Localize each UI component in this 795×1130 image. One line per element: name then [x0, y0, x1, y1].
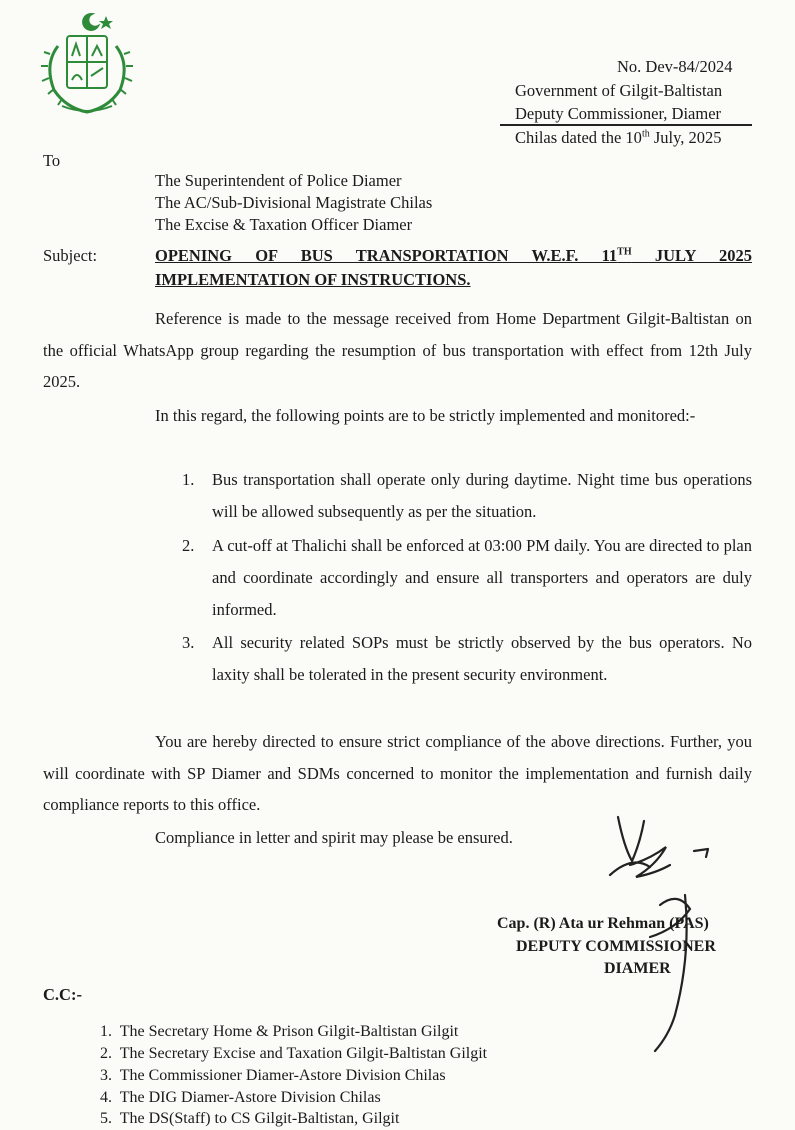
- recipient: The AC/Sub-Divisional Magistrate Chilas: [155, 193, 433, 212]
- list-item: 1. Bus transportation shall operate only during daytime. Night time bus operations will be allowed subsequently as per the situation.: [182, 470, 752, 521]
- body-paragraph-1: Reference is made to the message received from Home Department Gilgit-Baltistan on the official WhatsApp group regarding the resumption of bus transportation with effect from 12th July 2025.: [43, 309, 752, 391]
- cc-item: 3. The Commissioner Diamer-Astore Division Chilas: [100, 1067, 446, 1084]
- cc-item: 4. The DIG Diamer-Astore Division Chilas: [100, 1089, 381, 1106]
- government-emblem-icon: [28, 6, 146, 118]
- header-divider: [500, 124, 752, 126]
- subject-line-1: OPENING OF BUS TRANSPORTATION W.E.F. 11TH JULY 2025: [155, 246, 752, 265]
- list-item: 2. A cut-off at Thalichi shall be enforced at 03:00 PM daily. You are directed to plan and coordinate accordingly and ensure all transporters and operators are duly informed.: [182, 536, 752, 619]
- cc-item: 5. The DS(Staff) to CS Gilgit-Baltistan, Gilgit: [100, 1110, 400, 1127]
- cc-item: 2. The Secretary Excise and Taxation Gilgit-Baltistan Gilgit: [100, 1045, 488, 1062]
- cc-item: 1. The Secretary Home & Prison Gilgit-Baltistan Gilgit: [100, 1023, 459, 1040]
- body-paragraph-2: In this regard, the following points are to be strictly implemented and monitored:-: [155, 406, 696, 425]
- cc-label: C.C:-: [43, 985, 82, 1004]
- government-name: Government of Gilgit-Baltistan: [515, 81, 723, 100]
- signatory-name: Cap. (R) Ata ur Rehman (PAS): [497, 915, 709, 932]
- body-paragraph-3: You are hereby directed to ensure strict compliance of the above directions. Further, you will coordinate with SP Diamer and SDMs concerned to monitor the implementation and furnish daily compliance reports to this office.: [43, 732, 752, 814]
- place-date: Chilas dated the 10th July, 2025: [515, 128, 722, 147]
- subject-label: Subject:: [43, 246, 98, 265]
- letter-number: No. Dev-84/2024: [617, 57, 733, 76]
- signatory-district: DIAMER: [604, 960, 671, 977]
- to-label: To: [43, 151, 61, 170]
- office-name: Deputy Commissioner, Diamer: [515, 104, 722, 123]
- recipient: The Superintendent of Police Diamer: [155, 171, 402, 190]
- signatory-title: DEPUTY COMMISSIONER: [516, 938, 716, 955]
- subject-line-2: IMPLEMENTATION OF INSTRUCTIONS.: [155, 270, 471, 289]
- list-item: 3. All security related SOPs must be strictly observed by the bus operators. No laxity shall be tolerated in the present security environment.: [182, 633, 752, 684]
- recipient: The Excise & Taxation Officer Diamer: [155, 215, 413, 234]
- body-paragraph-4: Compliance in letter and spirit may please be ensured.: [155, 828, 513, 847]
